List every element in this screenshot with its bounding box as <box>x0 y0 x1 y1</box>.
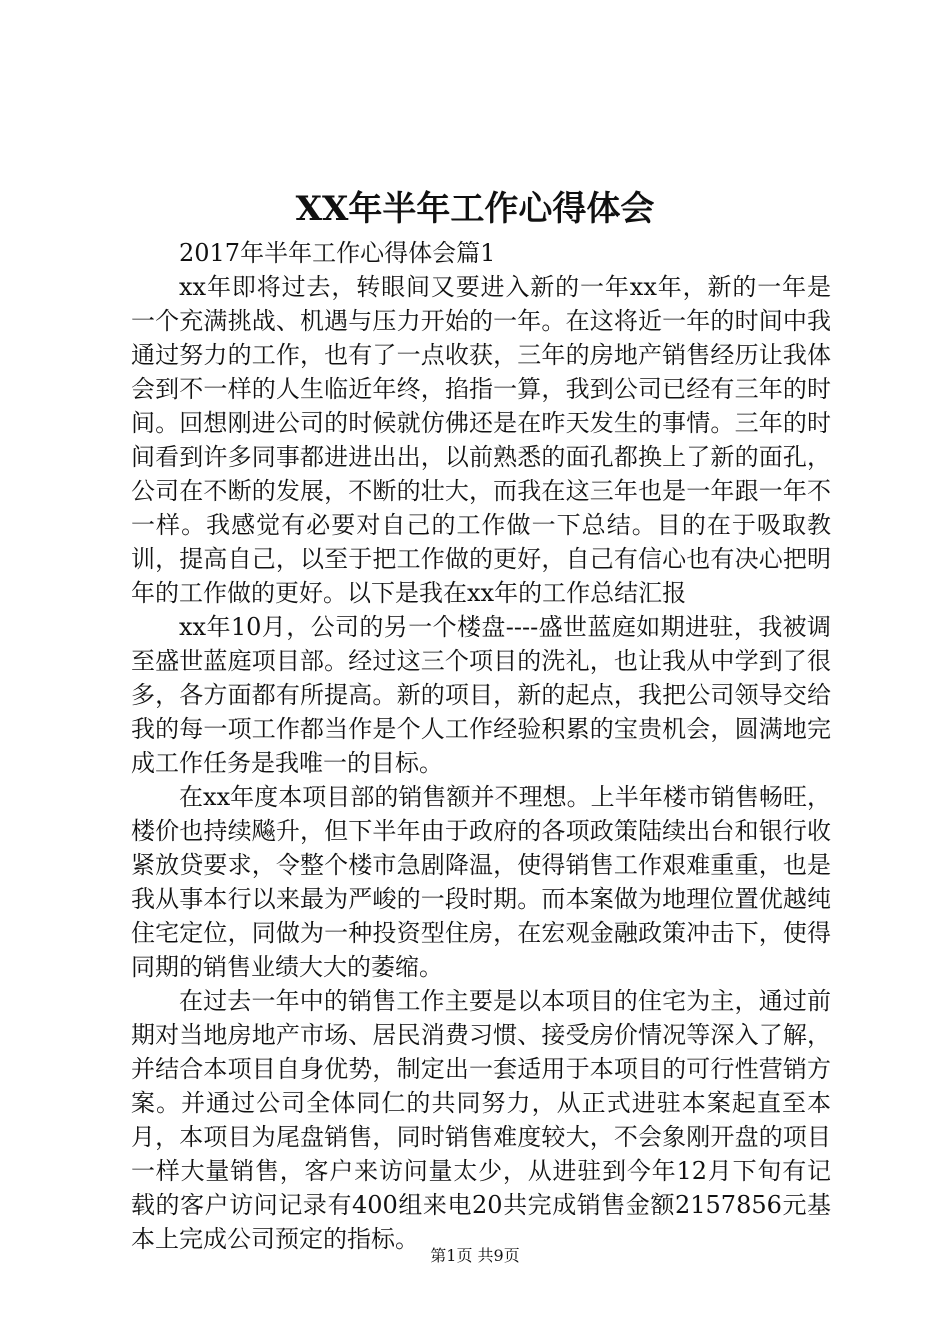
page-number-footer: 第1页 共9页 <box>430 1246 520 1265</box>
document-title: XX年半年工作心得体会 <box>295 189 655 229</box>
paragraph-4: 在过去一年中的销售工作主要是以本项目的住宅为主，通过前期对当地房地产市场、居民消费习惯、接受房价情况等深入了解，并结合本项目自身优势，制定出一套适用于本项目的可行性营销方案。并通过公司全体同仁的共同努力，从正式进驻本案起直至本月，本项目为尾盘销售，同时销售难度较大，不会象刚开盘的项目一样大量销售，客户来访问量太少，从进驻到今年12月下旬有记载的客户访问记录有400组来电20共完成销售金额2157856元基本上完成公司预定的指标。 <box>131 987 831 1253</box>
paragraph-1: xx年即将过去，转眼间又要进入新的一年xx年，新的一年是一个充满挑战、机遇与压力开始的一年。在这将近一年的时间中我通过努力的工作，也有了一点收获，三年的房地产销售经历让我体会到不一样的人生临近年终，掐指一算，我到公司已经有三年的时间。回想刚进公司的时候就仿佛还是在昨天发生的事情。三年的时间看到许多同事都进进出出，以前熟悉的面孔都换上了新的面孔，公司在不断的发展，不断的壮大，而我在这三年也是一年跟一年不一样。我感觉有必要对自己的工作做一下总结。目的在于吸取教训，提高自己，以至于把工作做的更好，自己有信心也有决心把明年的工作做的更好。以下是我在xx年的工作总结汇报 <box>131 273 831 607</box>
document-body <box>131 236 831 1256</box>
paragraph-2: xx年10月，公司的另一个楼盘----盛世蓝庭如期进驻，我被调至盛世蓝庭项目部。经过这三个项目的洗礼，也让我从中学到了很多，各方面都有所提高。新的项目，新的起点，我把公司领导交给我的每一项工作都当作是个人工作经验积累的宝贵机会，圆满地完成工作任务是我唯一的目标。 <box>131 613 831 777</box>
section-heading: 2017年半年工作心得体会篇1 <box>179 239 496 267</box>
paragraph-3: 在xx年度本项目部的销售额并不理想。上半年楼市销售畅旺，楼价也持续飚升，但下半年由于政府的各项政策陆续出台和银行收紧放贷要求，令整个楼市急剧降温，使得销售工作艰难重重，也是我从事本行以来最为严峻的一段时期。而本案做为地理位置优越纯住宅定位，同做为一种投资型住房，在宏观金融政策冲击下，使得同期的销售业绩大大的萎缩。 <box>131 783 831 981</box>
